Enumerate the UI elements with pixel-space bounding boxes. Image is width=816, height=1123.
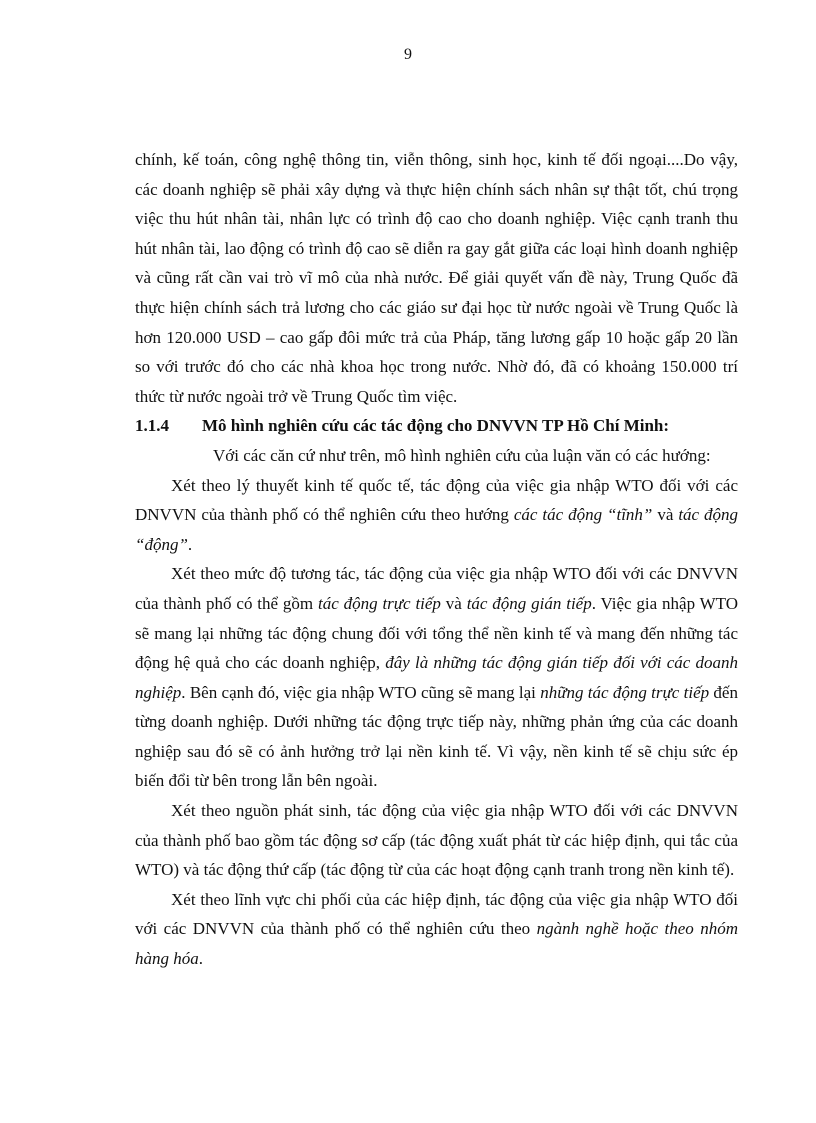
section-title: Mô hình nghiên cứu các tác động cho DNVVN TP Hồ Chí Minh:	[202, 416, 670, 436]
text-run: Xét theo lĩnh vực chi phối của các hiệp định, tác động của việc gia nhập WTO đối với các DNVVN của thành phố có thể nghiên cứu theo	[135, 889, 738, 939]
text-run: Xét theo lý thuyết kinh tế quốc tế, tác động của việc gia nhập WTO đối với các DNVVN của thành phố có thể nghiên cứu theo hướng	[135, 475, 738, 525]
paragraph-hr-policy: chính, kế toán, công nghệ thông tin, viễn thông, sinh học, kinh tế đối ngoại....Do vậy, các doanh nghiệp sẽ phải xây dựng và thực hiện chính sách nhân sự thật tốt, chú trọng việc thu hút nhân tài, nhân lực có trình độ cao cho doanh nghiệp. Việc cạnh tranh thu hút nhân tài, lao động có trình độ cao sẽ diễn ra gay gắt giữa các loại hình doanh nghiệp và cũng rất cần vai trò vĩ mô của nhà nước. Để giải quyết vấn đề này, Trung Quốc đã thực hiện chính sách trả lương cho các giáo sư đại học từ nước ngoài về Trung Quốc là hơn 120.000 USD – cao gấp đôi mức trả của Pháp, tăng lương gấp 10 hoặc gấp 20 lần so với trước đó cho các nhà khoa học trong nước. Nhờ đó, đã có khoảng 150.000 trí thức từ nước ngoài trở về Trung Quốc tìm việc.	[135, 150, 738, 406]
section-number: 1.1.4	[135, 416, 169, 436]
italic-run: tác động “động”	[135, 505, 739, 554]
text-run: Xét theo mức độ tương tác, tác động của việc gia nhập WTO đối với các DNVVN của thành phố có thể gồm	[135, 564, 738, 613]
italic-run: đây là những tác động gián tiếp đối với các doanh nghiệp	[135, 653, 738, 702]
paragraph-sector-goods	[135, 885, 738, 974]
paragraph-direct-indirect	[135, 559, 738, 796]
italic-run: ngành nghề hoặc theo nhóm hàng hóa	[135, 919, 739, 969]
text-run: và	[440, 593, 467, 613]
paragraph-static-dynamic	[135, 471, 738, 560]
text-run: .	[187, 534, 193, 554]
text-run: . Việc gia nhập WTO sẽ mang lại những tác động chung đối với tổng thể nền kinh tế và mang đến những tác động hệ quả cho các doanh nghiệp,	[135, 593, 739, 673]
section-heading	[135, 411, 738, 441]
text-run: .	[198, 949, 203, 969]
paragraph-primary-secondary: Xét theo nguồn phát sinh, tác động của việc gia nhập WTO đối với các DNVVN của thành phố bao gồm tác động sơ cấp (tác động xuất phát từ các hiệp định, qui tắc của WTO) và tác động thứ cấp (tác động từ của các hoạt động cạnh tranh trong nền kinh tế).	[135, 801, 738, 880]
text-run: . Bên cạnh đó, việc gia nhập WTO cũng sẽ mang lại	[181, 682, 541, 702]
document-body	[135, 145, 738, 974]
paragraph-model-intro: Với các căn cứ như trên, mô hình nghiên cứu của luận văn có các hướng:	[213, 445, 711, 465]
italic-run: những tác động trực tiếp	[540, 682, 710, 702]
text-run: đến từng doanh nghiệp. Dưới những tác động trực tiếp này, những phản ứng của các doanh nghiệp sau đó sẽ có ảnh hưởng trở lại nền kinh tế. Vì vậy, nền kinh tế sẽ chịu sức ép biến đổi từ bên trong lẫn bên ngoài.	[135, 682, 738, 791]
italic-run: các tác động “tĩnh”	[513, 505, 653, 525]
italic-run: tác động gián tiếp	[466, 593, 592, 613]
text-run: và	[652, 505, 679, 525]
italic-run: tác động trực tiếp	[317, 593, 441, 613]
page-number: 9	[404, 46, 412, 63]
